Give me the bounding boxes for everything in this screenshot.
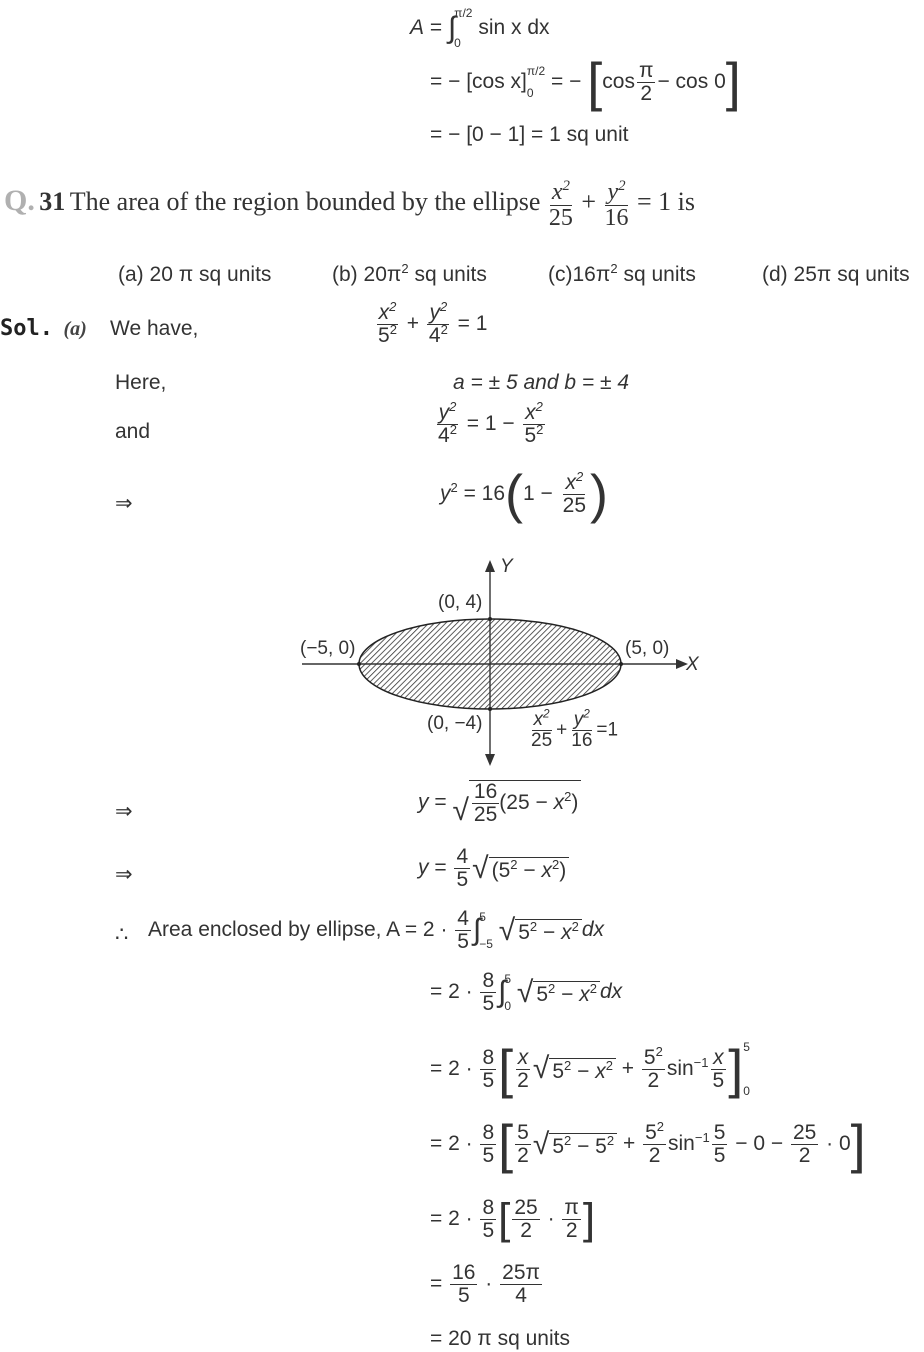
label-x-axis: X [686,654,699,675]
figure-equation: $\frac{x^2}{25}$ + $\frac{y^2}{16}$ =1 [531,707,619,751]
solution-header [0,316,87,341]
option-a[interactable]: (a) 20 π sq units [118,263,272,286]
implies-3: ⇒ [115,863,133,886]
point-top [488,617,492,621]
label-point-bottom: (0, −4) [427,713,483,734]
we-have-text: We have, [110,317,199,340]
point-bottom [488,707,492,711]
prev-line-3: = − [0 − 1] = 1 sq unit [430,123,629,146]
prev-line-1: A = ∫ π/2 0 sin x dx [410,6,550,50]
area-line-6: = $\frac{16}{5}$ · $\frac{25\pi}{4}$ [430,1261,540,1308]
here-text: Here, [115,371,167,394]
area-line-5: = 2 · $\frac{8}{5}$ [ $\frac{25}{2}$ · $\frac{\pi}{2}$ ] [430,1194,596,1244]
question-label: Q. [4,183,35,217]
integral-sign: ∫ [447,11,457,45]
eq-y-sqrt-2: y = $\frac{4}{5}$ √ $(5^2 - x^2)$ [418,846,569,891]
point-left [357,662,361,666]
implies-1: ⇒ [115,492,133,515]
eq-ab: a = ± 5 and b = ± 4 [453,371,630,394]
and-text: and [115,420,151,443]
question-number: 31 [39,186,66,216]
area-line-2: = 2 · $\frac{8}{5}$ ∫ 5 0 √ $5^2 - x^2$ dx [430,969,623,1016]
solution-label: Sol. [0,316,53,341]
area-line-4: = 2 · $\frac{8}{5}$ [ $\frac{5}{2}$ √ $5^2 - 5^2$ + $\frac{5^2}{2}$ $\sin^{-1}$ $\frac{5}{5}$ − 0 − $\frac{25}{2}$ · 0] [430,1114,866,1175]
point-right [619,662,623,666]
label-point-left: (−5, 0) [300,638,356,659]
ellipse-frac-y: $\frac{y^2}{16}$ [604,178,629,232]
final-answer: = 20 π sq units [430,1327,570,1350]
therefore-symbol: ∴ [115,923,129,946]
implies-2: ⇒ [115,800,133,823]
label-point-right: (5, 0) [625,638,670,659]
label-y-axis: Y [500,556,513,577]
ellipse-figure [290,552,710,774]
question-31: Q. 31 The area of the region bounded by the ellipse $\frac{x^2}{25}$ + $\frac{y^2}{16}$ = 1 is [4,178,695,232]
question-text: The area of the region bounded by the ellipse [69,186,541,216]
ellipse-frac-x: $\frac{x^2}{25}$ [548,178,573,232]
eq-y-sqrt-1: y = √ $\frac{16}{25}$ $(25 - x^2)$ [418,780,581,826]
y-axis-arrow-up-icon [485,560,495,572]
option-b[interactable]: (b) $20\pi^2$ sq units [332,261,487,286]
area-line-3: = 2 · $\frac{8}{5}$ [ $\frac{x}{2}$ √ $5^2 - x^2$ + $\frac{5^2}{2}$ $\sin^{-1}$ $\frac{x}{5}$ ] 5 0 [430,1039,750,1100]
solution-answer: (a) [63,318,87,340]
y-axis-arrow-down-icon [485,754,495,766]
prev-line-2: = − [cos x] π/2 0 = − [cos $\frac{\pi}{2}$ − cos 0] [430,52,741,113]
area-line-1: Area enclosed by ellipse, A = 2 · $\frac{4}{5}$ ∫ 5 −5 √ $5^2 - x^2$ dx [148,907,604,954]
option-d[interactable]: (d) 25π sq units [762,263,910,286]
option-c[interactable]: $(c)16\pi^2$ sq units [548,261,696,286]
eq-y2-over-42: $\frac{y^2}{4^2}$ = 1 − $\frac{x^2}{5^2}$ [438,399,544,448]
eq-y2: $y^2 = 16(1$ − $\frac{x^2}{25}$ ) [440,464,608,525]
eq-standard-form: $\frac{x^2}{5^2}$ + $\frac{y^2}{4^2}$ = 1 [378,299,488,348]
label-point-top: (0, 4) [438,592,483,613]
